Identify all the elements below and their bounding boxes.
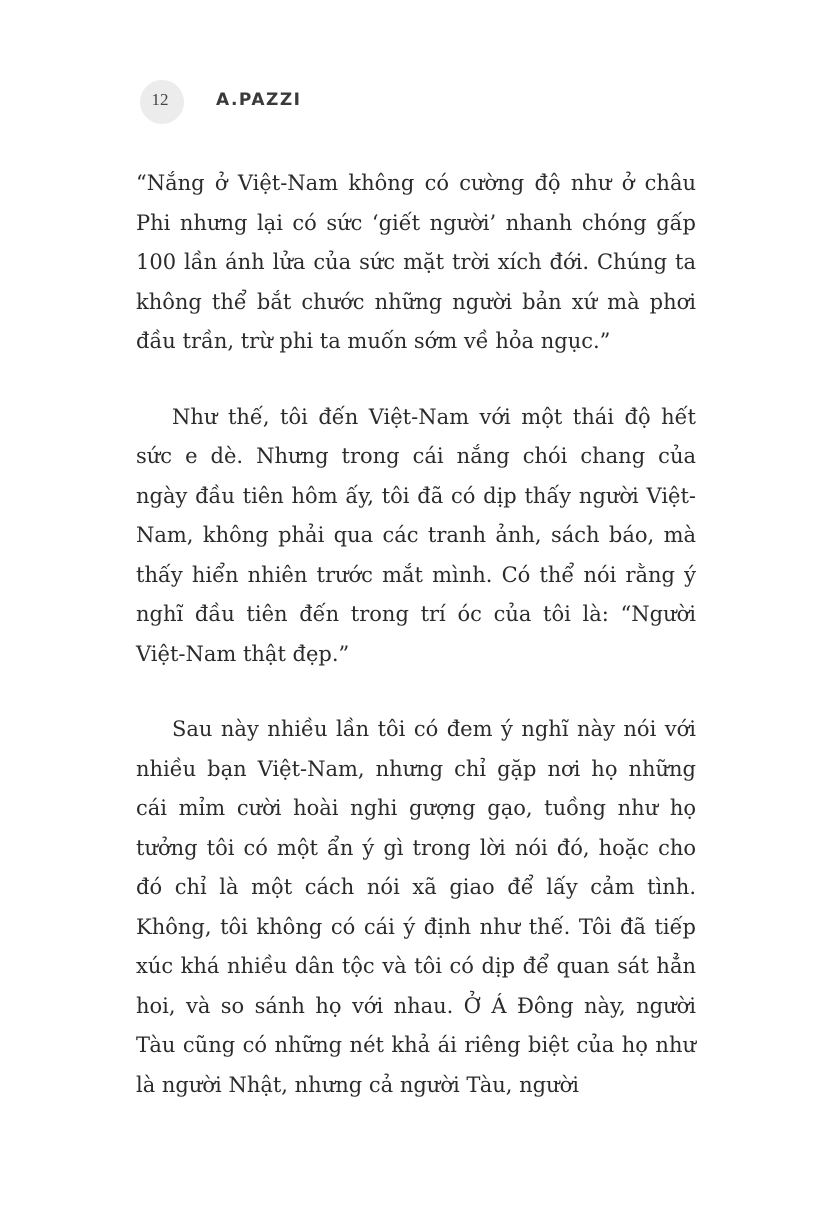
paragraph-observation: Sau này nhiều lần tôi có đem ý nghĩ này nói với nhiều bạn Việt-Nam, nhưng chỉ gặp nơi họ những cái mỉm cười hoài nghi gượng gạo, tuồng như họ tưởng tôi có một ẩn ý gì trong lời nói đó, hoặc cho đó chỉ là một cách nói xã giao để lấy cảm tình. Không, tôi không có cái ý định như thế. Tôi đã tiếp xúc khá nhiều dân tộc và tôi có dịp để quan sát hẳn hoi, và so sánh họ với nhau. Ở Á Đông này, người Tàu cũng có những nét khả ái riêng biệt của họ như là người Nhật, nhưng cả người Tàu, người <box>136 717 696 1097</box>
running-header-author: A.PAZZI <box>216 90 302 110</box>
page-number-badge <box>140 80 184 124</box>
body-text <box>136 164 696 1105</box>
paragraph-quote: “Nắng ở Việt-Nam không có cường độ như ở châu Phi nhưng lại có sức ‘giết người’ nhanh chóng gấp 100 lần ánh lửa của sức mặt trời xích đới. Chúng ta không thể bắt chước những người bản xứ mà phơi đầu trần, trừ phi ta muốn sớm về hỏa ngục.” <box>136 171 696 353</box>
page-number: 12 <box>151 90 169 109</box>
paragraph-arrival: Như thế, tôi đến Việt-Nam với một thái độ hết sức e dè. Nhưng trong cái nắng chói chang của ngày đầu tiên hôm ấy, tôi đã có dịp thấy người Việt-Nam, không phải qua các tranh ảnh, sách báo, mà thấy hiển nhiên trước mắt mình. Có thể nói rằng ý nghĩ đầu tiên đến trong trí óc của tôi là: “Người Việt-Nam thật đẹp.” <box>136 404 696 666</box>
